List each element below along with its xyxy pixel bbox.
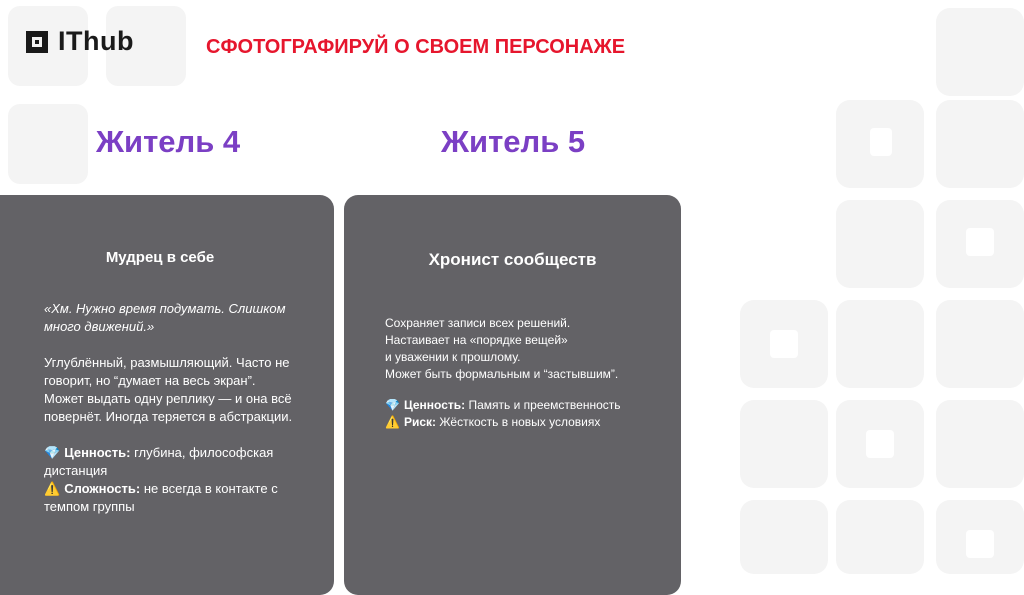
gem-icon: 💎 <box>44 445 61 460</box>
card-risk: ⚠️ Риск: Жёсткость в новых условиях <box>385 415 601 429</box>
resident-5-card <box>344 195 681 595</box>
card-value: 💎 Ценность: глубина, философская дистанция <box>44 445 274 478</box>
gem-icon: 💎 <box>385 398 400 412</box>
card-body <box>385 315 665 431</box>
card-body <box>44 300 324 516</box>
card-description: Сохраняет записи всех решений. Настаивает на «порядке вещей» и уважении к прошлому. Может быть формальным и “застывшим”. <box>385 316 619 381</box>
logo-square-icon <box>26 31 48 53</box>
resident-4-title: Житель 4 <box>96 124 241 159</box>
card-risk: ⚠️ Сложность: не всегда в контакте с темпом группы <box>44 481 278 514</box>
warning-icon: ⚠️ <box>385 415 400 429</box>
card-quote: «Хм. Нужно время подумать. Слишком много движений.» <box>44 301 286 334</box>
slide-title: СФОТОГРАФИРУЙ О СВОЕМ ПЕРСОНАЖЕ <box>206 36 626 58</box>
card-heading: Хронист сообществ <box>428 250 597 269</box>
warning-icon: ⚠️ <box>44 481 61 496</box>
logo-text: IThub <box>58 26 134 56</box>
card-heading: Мудрец в себе <box>105 249 215 266</box>
ithub-logo <box>26 26 134 57</box>
resident-4-card <box>0 195 334 595</box>
resident-5-title: Житель 5 <box>441 124 586 159</box>
card-value: 💎 Ценность: Память и преемственность <box>385 398 621 412</box>
card-description: Углублённый, размышляющий. Часто не говорит, но “думает на весь экран”. Может выдать одну реплику — и она всё повернёт. Иногда теряется в абстракции. <box>44 355 293 424</box>
